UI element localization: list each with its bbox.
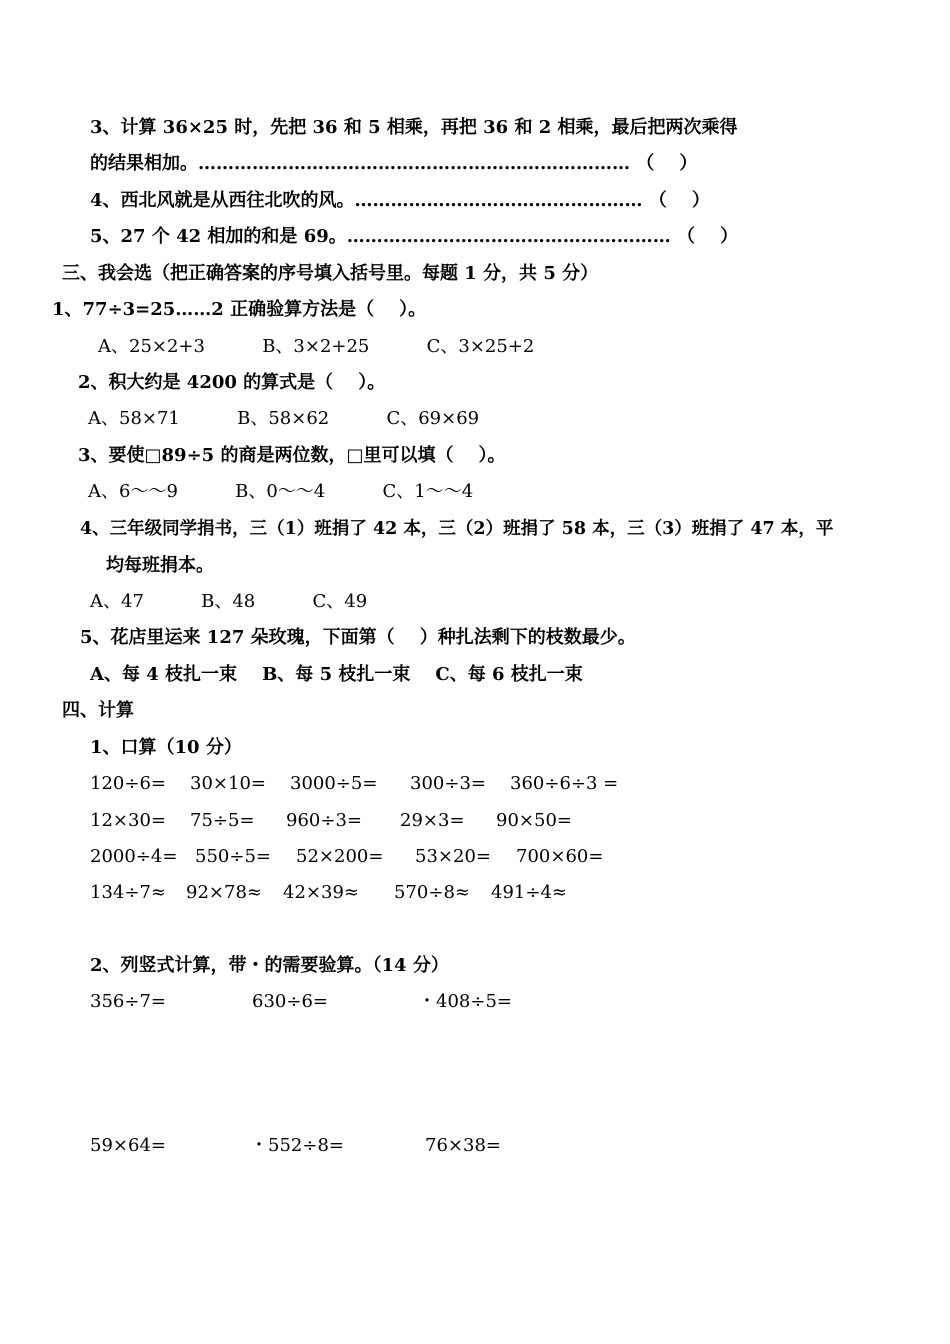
choice-q1-options: A、25×2+3 B、3×2+25 C、3×25+2 [98,336,535,357]
vertical-item: 356÷7= [90,991,166,1012]
oral-item: 2000÷4= [90,846,178,867]
judge-q3-line2: 的结果相加。……………………………………………………………… （ ） [90,153,698,174]
oral-item: 12×30= [90,810,166,831]
oral-item: 52×200= [296,846,384,867]
choice-section-heading: 三、我会选（把正确答案的序号填入括号里。每题 1 分，共 5 分） [62,263,599,284]
choice-q2-options: A、58×71 B、58×62 C、69×69 [88,408,480,429]
oral-item: 360÷6÷3 = [510,773,619,794]
oral-item: 960÷3= [286,810,362,831]
choice-q3-options: A、6～～9 B、0～～4 C、1～～4 [88,481,474,502]
oral-item: 3000÷5= [290,773,378,794]
oral-calc-heading: 1、口算（10 分） [90,737,242,758]
vertical-item: ・408÷5= [418,991,512,1012]
oral-item: 570÷8≈ [394,882,470,903]
choice-q3: 3、要使□89÷5 的商是两位数，□里可以填（ ）。 [78,445,506,466]
vertical-item: 59×64= [90,1135,166,1156]
oral-item: 42×39≈ [283,882,359,903]
vertical-item: ・552÷8= [250,1135,344,1156]
oral-item: 29×3= [400,810,465,831]
judge-q3-line1: 3、计算 36×25 时，先把 36 和 5 相乘，再把 36 和 2 相乘，最后把两次乘得 [90,117,738,138]
vertical-item: 630÷6= [252,991,328,1012]
oral-item: 550÷5= [195,846,271,867]
vertical-item: 76×38= [425,1135,501,1156]
oral-item: 491÷4≈ [491,882,567,903]
oral-item: 30×10= [190,773,266,794]
choice-q4-line2: 均每班捐本。 [106,555,214,576]
choice-q5-options: A、每 4 枝扎一束 B、每 5 枝扎一束 C、每 6 枝扎一束 [90,664,583,685]
oral-item: 134÷7≈ [90,882,166,903]
choice-q4-options: A、47 B、48 C、49 [90,591,368,612]
choice-q5: 5、花店里运来 127 朵玫瑰，下面第（ ）种扎法剩下的枝数最少。 [80,627,636,648]
choice-q2: 2、积大约是 4200 的算式是（ ）。 [78,372,386,393]
choice-q1: 1、77÷3=25……2 正确验算方法是（ ）。 [52,299,427,320]
oral-item: 53×20= [415,846,491,867]
vertical-calc-heading: 2、列竖式计算，带・的需要验算。（14 分） [90,955,449,976]
judge-q5: 5、27 个 42 相加的和是 69。……………………………………………… （ ） [90,226,739,247]
oral-item: 92×78≈ [186,882,262,903]
oral-item: 300÷3= [410,773,486,794]
oral-item: 700×60= [516,846,604,867]
oral-item: 90×50= [496,810,572,831]
oral-item: 75÷5= [190,810,255,831]
oral-item: 120÷6= [90,773,166,794]
judge-q4: 4、西北风就是从西往北吹的风。………………………………………… （ ） [90,190,710,211]
choice-q4-line1: 4、三年级同学捐书，三（1）班捐了 42 本，三（2）班捐了 58 本，三（3）班捐了 47 本，平 [80,519,834,539]
calc-section-heading: 四、计算 [62,700,134,721]
